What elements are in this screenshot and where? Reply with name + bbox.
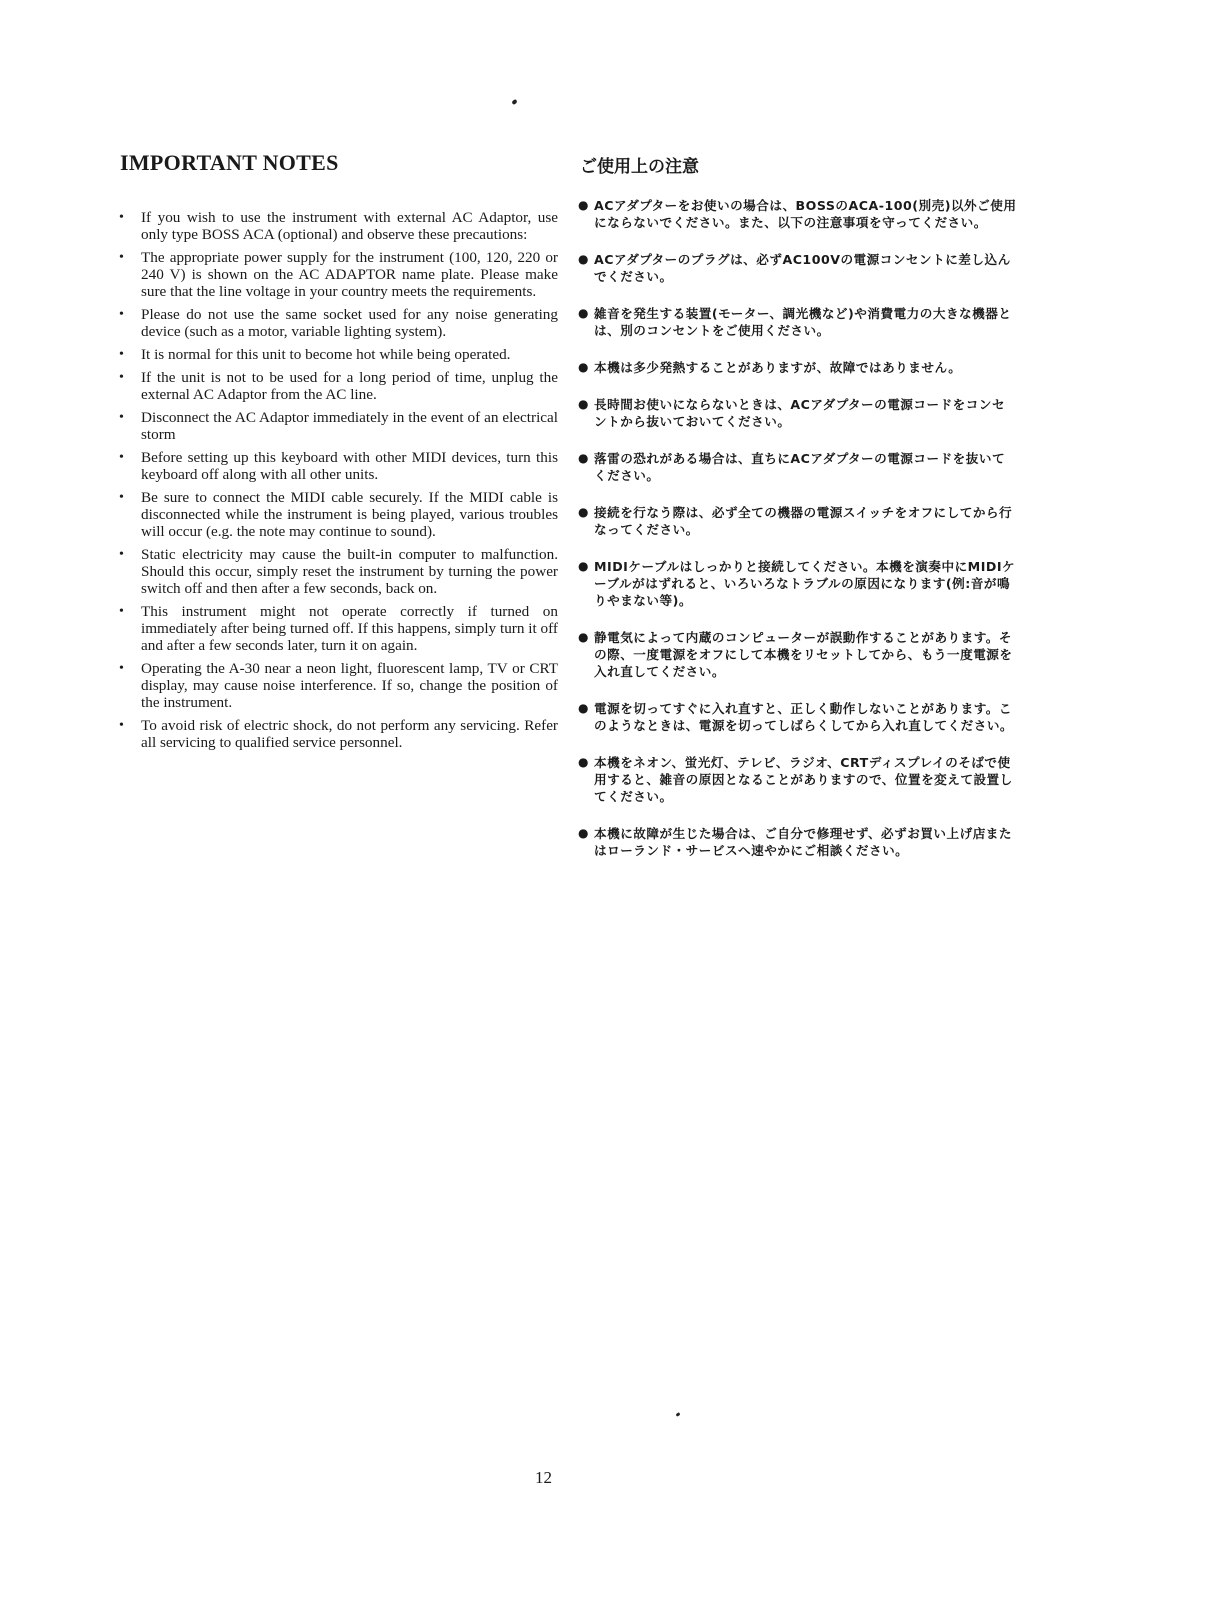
japanese-note: ● MIDIケーブルはしっかりと接続してください。本機を演奏中にMIDIケーブルがはずれると、いろいろなトラブルの原因になります(例:音が鳴りやまない等)。	[578, 558, 1018, 609]
english-note: • Be sure to connect the MIDI cable securely. If the MIDI cable is disconnected while the instrument is being played, various troubles will occur (e.g. the note may continue to sound).	[118, 489, 558, 540]
japanese-note: ● 本機をネオン、蛍光灯、テレビ、ラジオ、CRTディスプレイのそばで使用すると、雑音の原因となることがありますので、位置を変えて設置してください。	[578, 754, 1018, 805]
english-notes-list	[118, 209, 558, 751]
page-number: 12	[535, 1468, 552, 1487]
japanese-notes-column	[578, 152, 1018, 879]
japanese-note: ● 本機は多少発熱することがありますが、故障ではありません。	[578, 359, 1018, 376]
english-note: • If you wish to use the instrument with external AC Adaptor, use only type BOSS ACA (optional) and observe these precautions:	[118, 209, 558, 243]
japanese-note: ● 落雷の恐れがある場合は、直ちにACアダプターの電源コードを抜いてください。	[578, 450, 1018, 484]
english-note: • Before setting up this keyboard with other MIDI devices, turn this keyboard off along with all other units.	[118, 449, 558, 483]
japanese-note: ● 長時間お使いにならないときは、ACアダプターの電源コードをコンセントから抜いておいてください。	[578, 396, 1018, 430]
english-note: • Operating the A-30 near a neon light, fluorescent lamp, TV or CRT display, may cause noise interference. If so, change the position of the instrument.	[118, 660, 558, 711]
japanese-note: ● 本機に故障が生じた場合は、ご自分で修理せず、必ずお買い上げ店またはローランド・サービスへ速やかにご相談ください。	[578, 825, 1018, 859]
japanese-note: ● 静電気によって内蔵のコンピューターが誤動作することがあります。その際、一度電源をオフにして本機をリセットしてから、もう一度電源を入れ直してください。	[578, 629, 1018, 680]
japanese-note: ● 接続を行なう際は、必ず全ての機器の電源スイッチをオフにしてから行なってください。	[578, 504, 1018, 538]
english-note: • Disconnect the AC Adaptor immediately in the event of an electrical storm	[118, 409, 558, 443]
english-note: • The appropriate power supply for the instrument (100, 120, 220 or 240 V) is shown on the AC ADAPTOR name plate. Please make sure that the line voltage in your country meets the requirements.	[118, 249, 558, 300]
japanese-title: ご使用上の注意	[580, 157, 699, 177]
english-note: • This instrument might not operate correctly if turned on immediately after being turned off. If this happens, simply turn it off and after a few seconds later, turn it on again.	[118, 603, 558, 654]
english-note: • Static electricity may cause the built-in computer to malfunction. Should this occur, simply reset the instrument by turning the power switch off and then after a few seconds, back on.	[118, 546, 558, 597]
scan-speck	[511, 99, 517, 105]
english-note: • If the unit is not to be used for a long period of time, unplug the external AC Adaptor from the AC line.	[118, 369, 558, 403]
japanese-note: ● 雑音を発生する装置(モーター、調光機など)や消費電力の大きな機器とは、別のコンセントをご使用ください。	[578, 305, 1018, 339]
scan-speck	[676, 1412, 681, 1417]
english-note: • To avoid risk of electric shock, do not perform any servicing. Refer all servicing to qualified service personnel.	[118, 717, 558, 751]
japanese-note: ● 電源を切ってすぐに入れ直すと、正しく動作しないことがあります。このようなときは、電源を切ってしばらくしてから入れ直してください。	[578, 700, 1018, 734]
english-title: IMPORTANT NOTES	[120, 150, 339, 175]
japanese-note: ● ACアダプターをお使いの場合は、BOSSのACA-100(別売)以外ご使用にならないでください。また、以下の注意事項を守ってください。	[578, 197, 1018, 231]
english-notes-column	[118, 150, 558, 757]
english-note: • Please do not use the same socket used for any noise generating device (such as a motor, variable lighting system).	[118, 306, 558, 340]
japanese-notes-list	[578, 197, 1018, 859]
japanese-note: ● ACアダプターのプラグは、必ずAC100Vの電源コンセントに差し込んでください。	[578, 251, 1018, 285]
english-note: • It is normal for this unit to become hot while being operated.	[118, 346, 558, 363]
